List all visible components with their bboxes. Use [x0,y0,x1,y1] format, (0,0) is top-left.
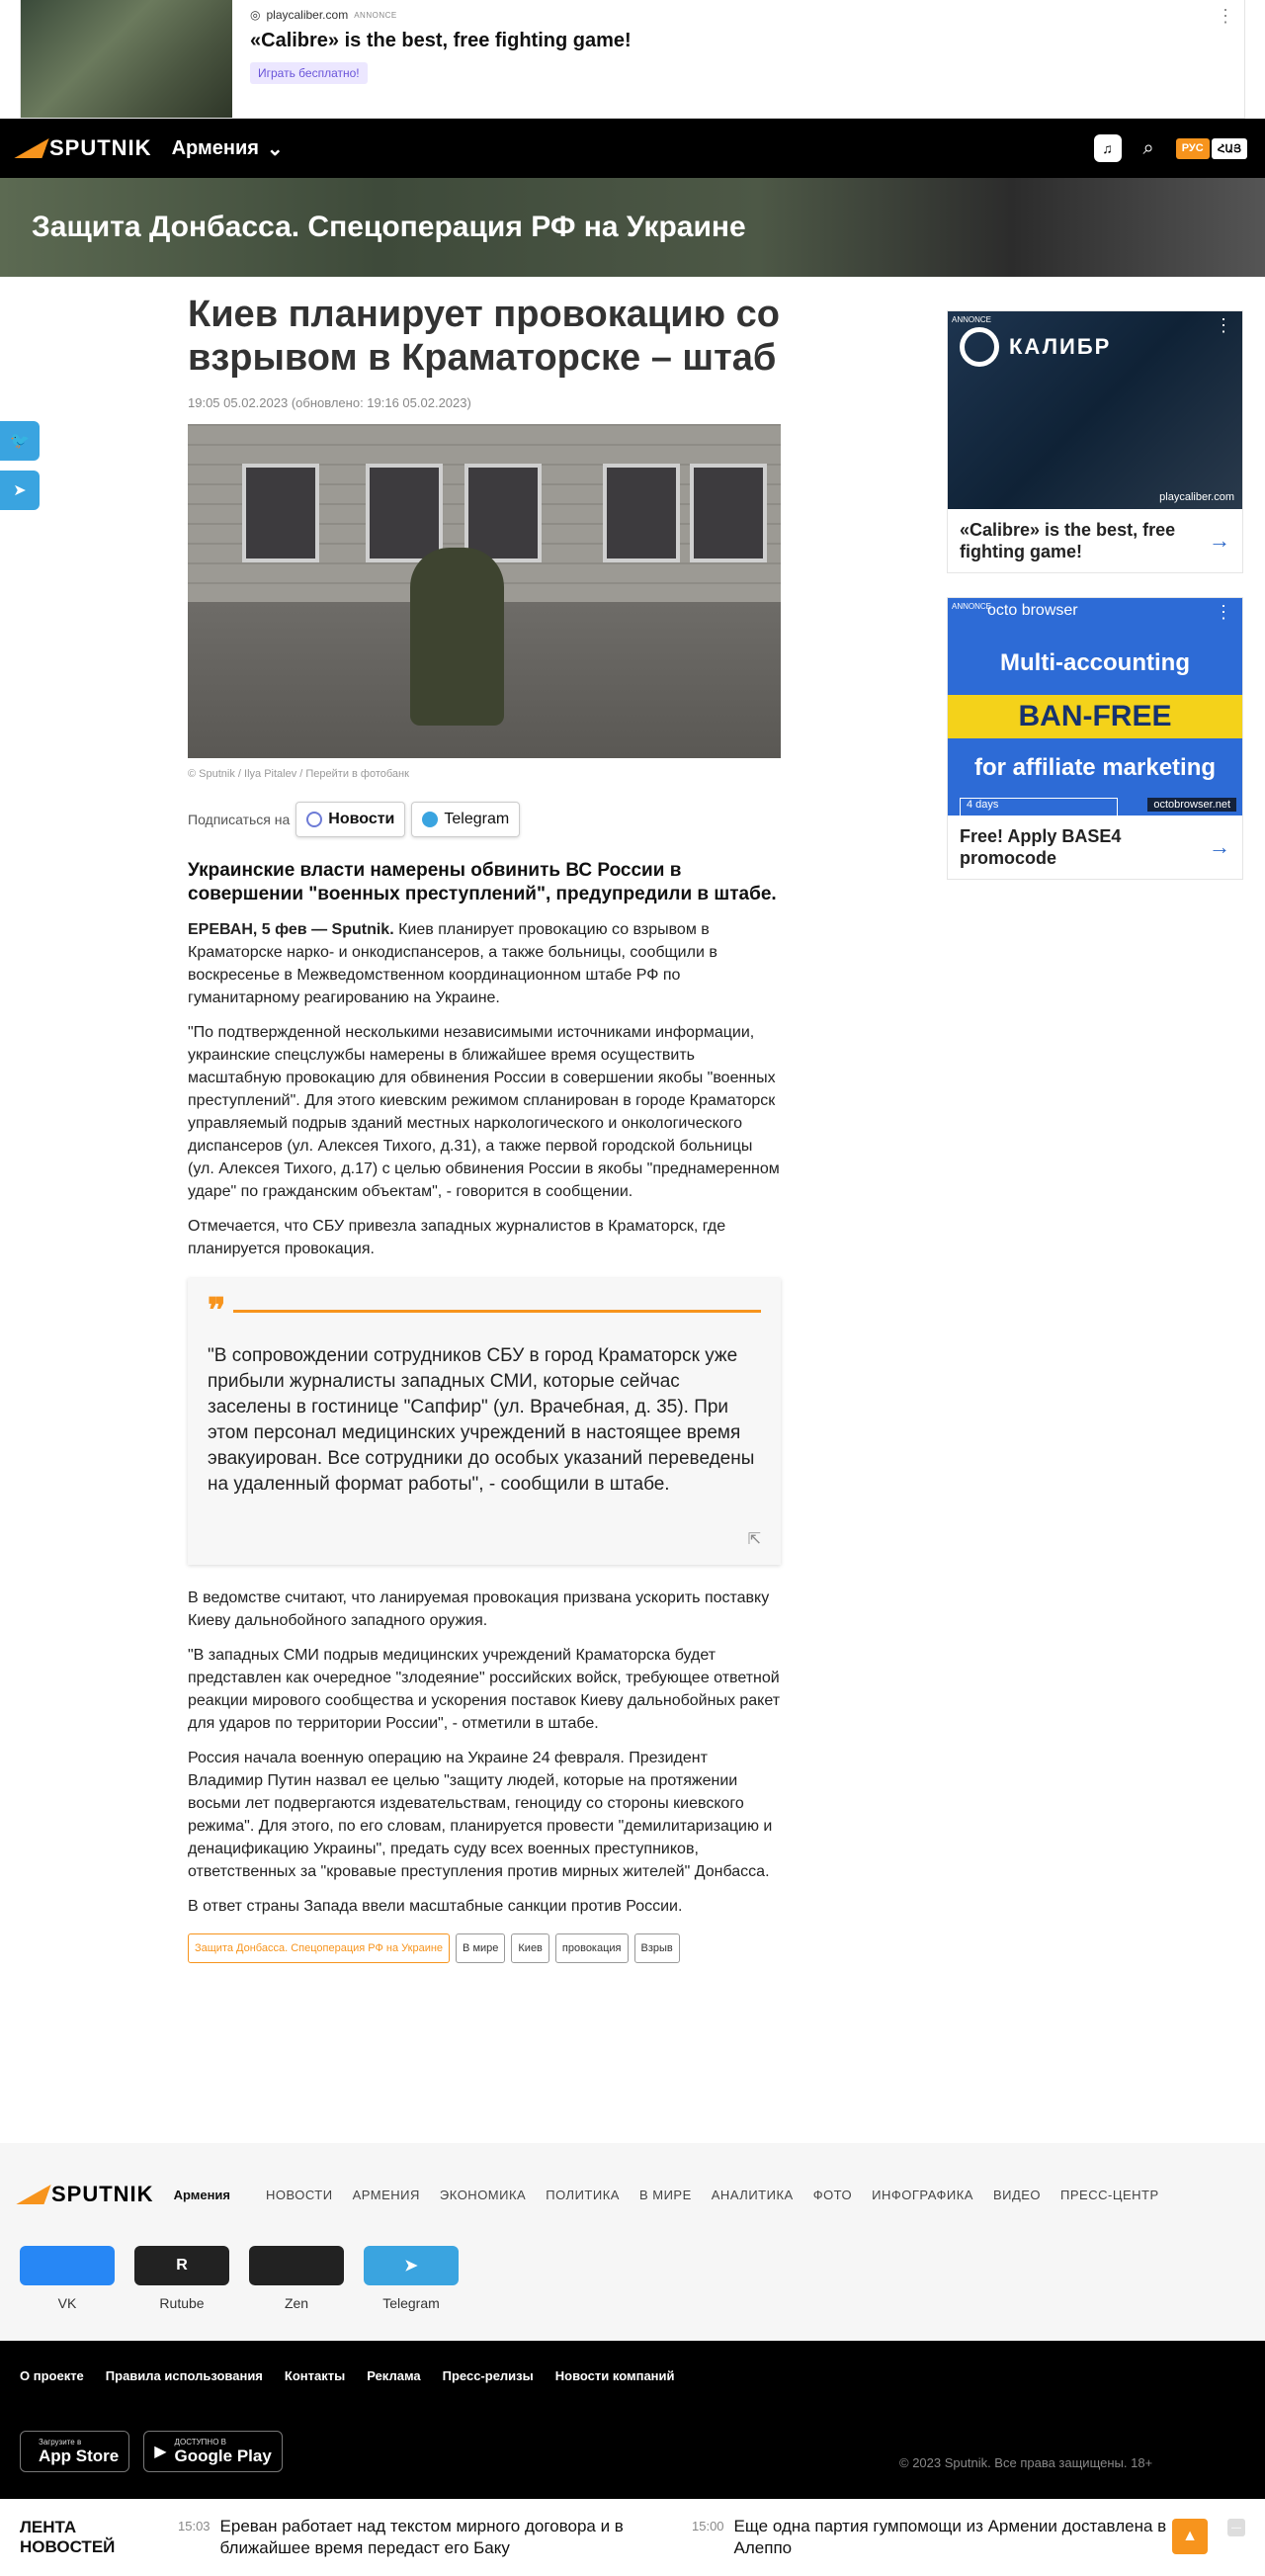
footer-link[interactable]: ВИДЕО [992,2187,1042,2202]
more-icon[interactable]: ⋮ [1217,6,1234,26]
google-play-icon: ▶ [154,2444,167,2460]
news-icon [306,812,322,827]
chevron-down-icon: ⌄ [266,137,284,160]
footer-logo[interactable]: SPUTNIK [20,2182,154,2207]
article [188,293,781,1963]
ad-source-icon: ◎ [250,8,261,22]
article-photo[interactable] [188,424,781,758]
ad-cta-button[interactable]: Играть бесплатно! [250,62,368,84]
social-vk[interactable]: VK [20,2246,115,2311]
ad-image[interactable]: ANNONCE ⋮ octo browser Multi-accounting BAN-FREE for affiliate marketing 4 days octobrowser.net [948,598,1242,816]
quote-icon: ❞ [208,1296,761,1326]
footer-bottom-link[interactable]: Новости компаний [554,2368,675,2383]
sidebar-ad-octo[interactable] [947,597,1243,880]
footer-link[interactable]: АНАЛИТИКА [711,2187,794,2202]
subscribe-bar: Подписаться на Новости Telegram [188,802,781,837]
tag[interactable]: Защита Донбасса. Спецоперация РФ на Украине [188,1933,450,1963]
ad-source: ◎ playcaliber.com ANNONCE [250,8,397,22]
subscribe-telegram-button[interactable]: Telegram [411,802,520,837]
close-icon[interactable]: — [1227,2519,1245,2536]
ad-title[interactable]: Free! Apply BASE4 promocode [960,826,1122,868]
ticker-item[interactable]: 15:03 Ереван работает над текстом мирного договора и в ближайшее время передаст его Баку [178,2517,624,2557]
footer-link[interactable]: АРМЕНИЯ [352,2187,420,2202]
ticker-item[interactable]: 15:00 Еще одна партия гумпомощи из Армении доставлена в Алеппо [692,2517,1167,2557]
footer-bottom-link[interactable]: Правила использования [105,2368,263,2383]
share-quote-icon[interactable]: ⇱ [747,1531,761,1548]
photo-caption[interactable]: © Sputnik / Ilya Pitalev / Перейти в фотобанк [188,768,409,780]
ad-thumbnail [21,0,232,118]
footer-link[interactable]: В МИРЕ [638,2187,692,2202]
paragraph: В ведомстве считают, что ланируемая провокация призвана ускорить поставку Киеву дальнобойного западного оружия. [188,1589,770,1629]
footer-link[interactable]: ЭКОНОМИКА [439,2187,527,2202]
footer-nav: SPUTNIK Армения НОВОСТИ АРМЕНИЯ ЭКОНОМИКА ПОЛИТИКА В МИРЕ АНАЛИТИКА ФОТО ИНФОГРАФИКА ВИДЕО ПРЕСС-ЦЕНТР VK R Rutube Zen ➤ Telegram [0,2143,1265,2341]
section-banner[interactable] [0,178,1265,277]
rutube-icon[interactable]: R [134,2246,229,2285]
paragraph: "По подтвержденной несколькими независимыми источниками информации, украинские спецслужбы намерены в ближайшее время осуществить масштабную провокацию для обвинения России в совершении якобы "военных преступлений". Для этого киевским режимом спланирован в городе Краматорск управляемый подрыв зданий местных наркологического и онкологического диспансеров (ул. Алексея Тихого, д.31), а также первой городской больницы (ул. Алексея Тихого, д.17) с целью обвинения России в якобы "преднамеренном ударе" по гражданским объектам", - говорится в сообщении. [188,1024,780,1200]
ad-image[interactable]: ANNONCE ⋮ КАЛИБР playcaliber.com [948,311,1242,509]
arrow-right-icon[interactable]: → [1209,834,1230,859]
paragraph: В ответ страны Запада ввели масштабные санкции против России. [188,1898,683,1915]
caliber-logo-icon [960,327,999,367]
article-date: 19:05 05.02.2023 (обновлено: 19:16 05.02.2023) [188,395,471,410]
footer-link[interactable]: НОВОСТИ [266,2187,333,2202]
footer-link[interactable]: ИНФОГРАФИКА [872,2187,973,2202]
article-lead: Украинские власти намерены обвинить ВС России в совершении "военных преступлений", предупредили в штабе. [188,860,777,904]
lang-hy[interactable]: ՀԱՅ [1212,138,1247,159]
footer-bottom [0,2341,1265,2499]
footer-bottom-link[interactable]: О проекте [20,2368,84,2383]
paragraph: "В западных СМИ подрыв медицинских учреждений Краматорска будет представлен как очередное "злодеяние" российских войск, требующее ответной реакции мирового сообщества и ускорения поставок Киеву дальнобойных ракет для ударов по территории России", - отметили в штабе. [188,1647,781,1732]
tag-list [188,1933,781,1963]
tag[interactable]: Взрыв [634,1933,680,1963]
tag[interactable]: В мире [456,1933,505,1963]
quote-text: "В сопровождении сотрудников СБУ в город Краматорск уже прибыли журналисты западных СМИ, которые сейчас заселены в гостинице "Сапфир" (ул. Врачебная, д. 35). При этом персонал медицинских учреждений в настоящее время эвакуирован. Все сотрудники до особых указаний переведены на удаленный формат работы", - сообщили в штабе. [208,1345,755,1495]
logo-mark-icon [16,2185,50,2204]
arrow-right-icon[interactable]: → [1209,528,1230,553]
paragraph: Россия начала военную операцию на Украине 24 февраля. Президент Владимир Путин назвал ее целью "защиту людей, которые на протяжении восьми лет подвергаются издевательствам, геноциду со стороны киевского режима". Для этого, по его словам, планируется провести "демилитаризацию и денацификацию Украины", предать суду всех военных преступников, ответственных за "кровавые преступления против мирных жителей" Донбасса. [188,1750,773,1880]
google-play-button[interactable]: ▶ ДОСТУПНО В Google Play [143,2431,283,2472]
article-title: Киев планирует провокацию со взрывом в Краматорске – штаб [188,294,780,379]
logo[interactable]: SPUTNIK [18,135,152,161]
region-selector[interactable]: Армения ⌄ [171,136,284,160]
footer-link[interactable]: ПРЕСС-ЦЕНТР [1060,2187,1159,2202]
telegram-share-icon[interactable]: ➤ [0,471,40,510]
telegram-icon [422,812,438,827]
more-icon[interactable]: ⋮ [1215,602,1232,622]
twitter-share-icon[interactable]: 🐦 [0,421,40,461]
site-header [0,119,1265,178]
radio-icon[interactable]: ♫ [1094,134,1122,162]
scroll-up-button[interactable]: ▲ [1172,2519,1208,2554]
search-icon[interactable]: ⌕ [1142,136,1154,159]
lang-ru[interactable]: РУС [1176,138,1210,159]
share-sidebar [0,421,40,510]
tag[interactable]: провокация [555,1933,629,1963]
copyright: © 2023 Sputnik. Все права защищены. 18+ [899,2455,1153,2470]
social-zen[interactable]: Zen [249,2246,344,2311]
zen-icon[interactable] [249,2246,344,2285]
ad-brand: КАЛИБР [960,327,1111,367]
footer-bottom-link[interactable]: Пресс-релизы [442,2368,534,2383]
news-ticker [0,2499,1265,2576]
ad-title[interactable]: «Calibre» is the best, free fighting game! [960,520,1176,561]
social-links [20,2246,1245,2311]
vk-icon[interactable] [20,2246,115,2285]
tag[interactable]: Киев [511,1933,549,1963]
more-icon[interactable]: ⋮ [1215,315,1232,335]
section-title[interactable]: Защита Донбасса. Спецоперация РФ на Украине [32,211,746,243]
ticker-label[interactable]: ЛЕНТА НОВОСТЕЙ [20,2518,116,2556]
footer-bottom-link[interactable]: Контакты [284,2368,346,2383]
paragraph: Отмечается, что СБУ привезла западных журналистов в Краматорск, где планируется провокация. [188,1218,726,1257]
quote-block [188,1278,781,1565]
telegram-icon[interactable]: ➤ [364,2246,459,2285]
sidebar-ad-caliber[interactable] [947,310,1243,573]
social-telegram[interactable]: ➤ Telegram [364,2246,459,2311]
paragraph: ЕРЕВАН, 5 фев — Sputnik. Киев планирует провокацию со взрывом в Краматорске нарко- и онкодиспансеров, а также больницы, сообщили в воскресенье в Межведомственном координационном штабе РФ по гуманитарному реагированию на Украине. [188,921,717,1006]
ad-title[interactable]: «Calibre» is the best, free fighting game! [250,30,632,51]
subscribe-news-button[interactable]: Новости [295,802,405,837]
app-store-button[interactable]: Загрузите в App Store [20,2431,129,2472]
logo-mark-icon [14,138,48,158]
top-ad[interactable] [20,0,1245,119]
footer-bottom-link[interactable]: Реклама [367,2368,421,2383]
footer-link[interactable]: ФОТО [812,2187,853,2202]
social-rutube[interactable]: R Rutube [134,2246,229,2311]
language-switcher [1176,138,1247,159]
footer-link[interactable]: ПОЛИТИКА [546,2187,620,2202]
